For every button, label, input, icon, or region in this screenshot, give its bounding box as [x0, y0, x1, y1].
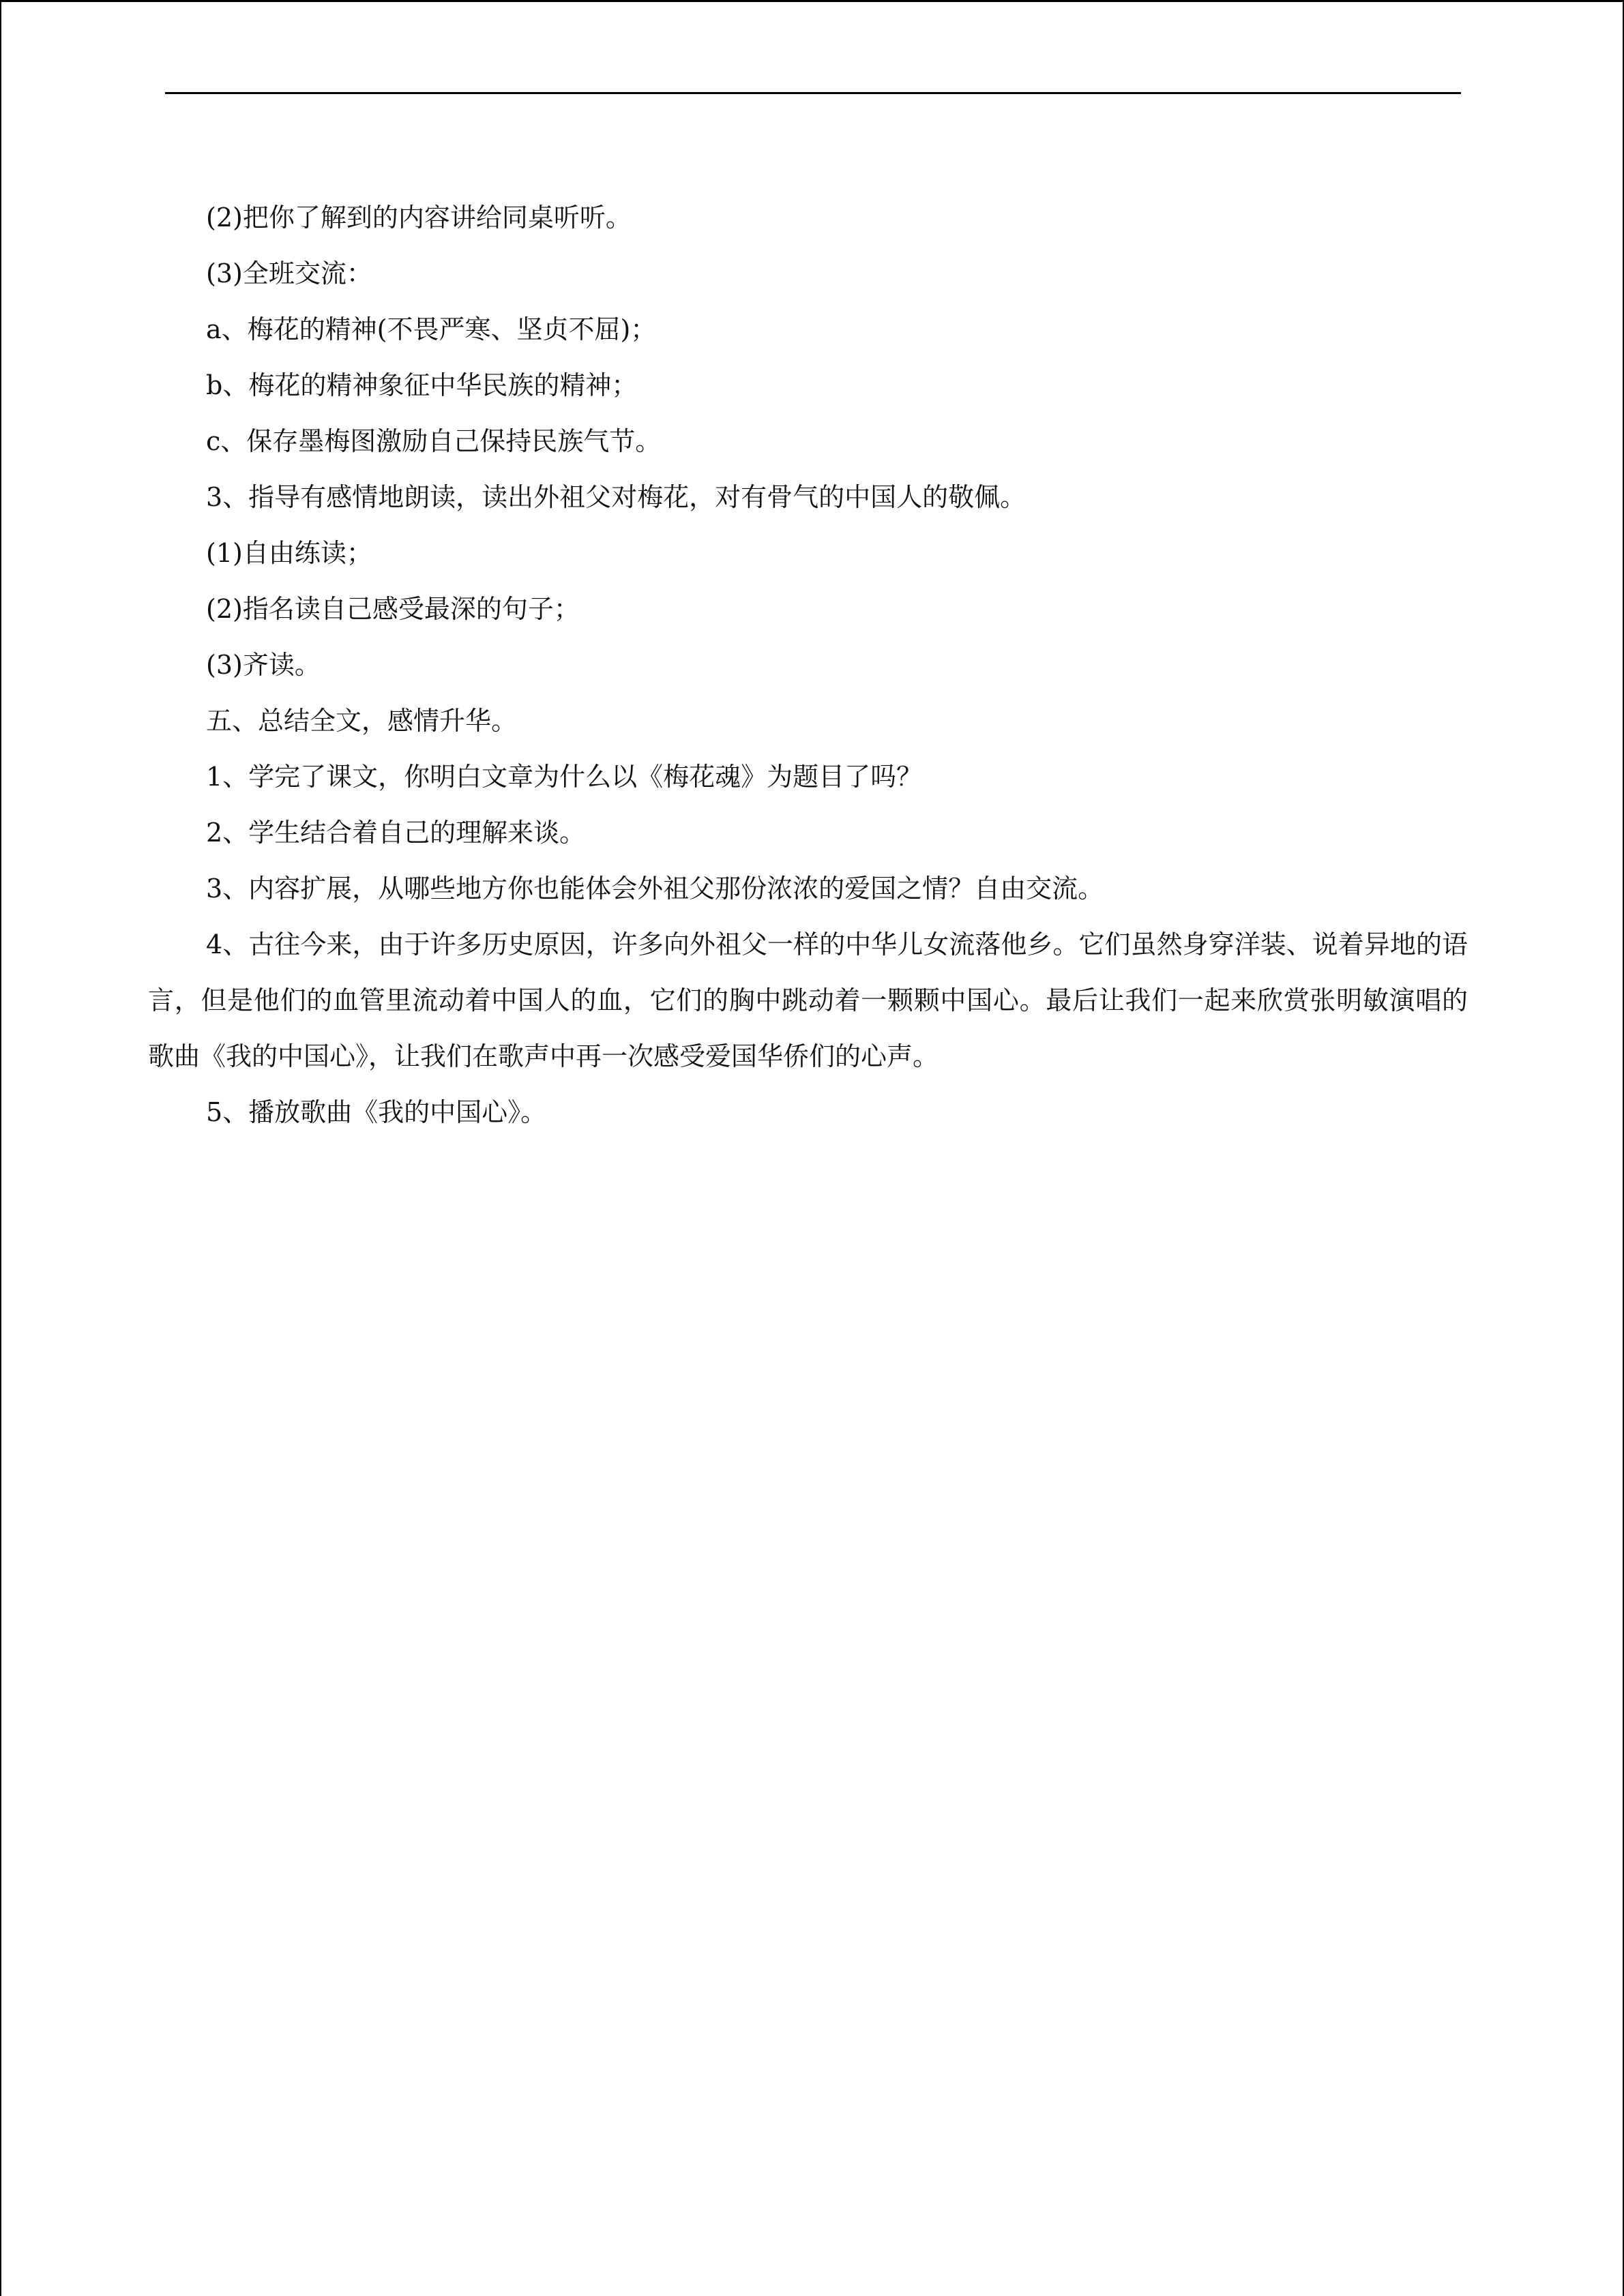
- paragraph: a、梅花的精神(不畏严寒、坚贞不屈)；: [206, 314, 657, 344]
- paragraph: (3)全班交流：: [206, 258, 372, 288]
- paragraph: 1、学完了课文，你明白文章为什么以《梅花魂》为题目了吗？: [206, 762, 923, 792]
- paragraph: 4、古往今来，由于许多历史原因，许多向外祖父一样的中华儿女流落他乡。它们虽然身穿洋装、说着异地的语言，但是他们的血管里流动着中国人的血，它们的胸中跳动着一颗颗中国心。最后让我们一起来欣赏张明敏演唱的歌曲《我的中国心》，让我们在歌声中再一次感受爱国华侨们的心声。: [148, 929, 1468, 1071]
- paragraph: (2)把你了解到的内容讲给同桌听听。: [206, 203, 632, 233]
- paragraph: b、梅花的精神象征中华民族的精神；: [206, 370, 638, 400]
- paragraph: 2、学生结合着自己的理解来谈。: [206, 818, 586, 848]
- paragraph: (2)指名读自己感受最深的句子；: [206, 594, 580, 624]
- paragraph: c、保存墨梅图激励自己保持民族气节。: [206, 426, 662, 456]
- section-heading: 五、总结全文，感情升华。: [206, 706, 518, 736]
- paragraph: 3、内容扩展，从哪些地方你也能体会外祖父那份浓浓的爱国之情？自由交流。: [206, 874, 1104, 904]
- document-body: [148, 190, 1468, 1140]
- paragraph: 5、播放歌曲《我的中国心》。: [206, 1097, 547, 1127]
- paragraph: (1)自由练读；: [206, 538, 372, 568]
- paragraph: 3、指导有感情地朗读，读出外祖父对梅花，对有骨气的中国人的敬佩。: [206, 482, 1027, 512]
- header-rule: [165, 92, 1461, 94]
- paragraph: (3)齐读。: [206, 650, 321, 680]
